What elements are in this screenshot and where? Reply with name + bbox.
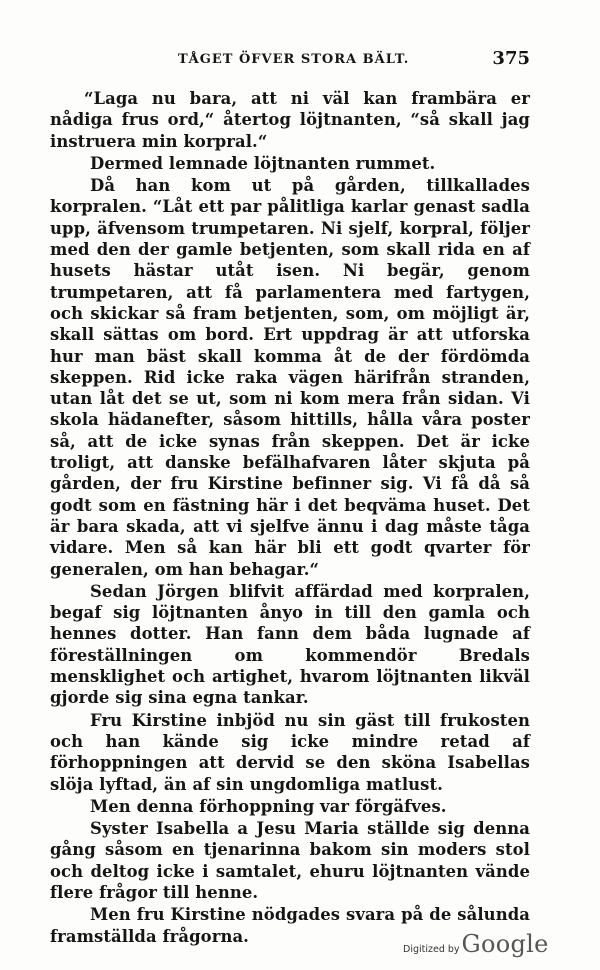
paragraph-4: Sedan Jörgen blifvit affärdad med korpralen, begaf sig löjtnanten ånyo in till den gamla och hennes dotter. Han fann dem båda lugnade af föreställningen om kommendör Bredals mensklighet och artighet, hvarom löjtnanten likväl gjorde sig sina egna tankar. (50, 581, 530, 708)
paragraph-3: Då han kom ut på gården, tillkallades korpralen. “Låt ett par pålitliga karlar genast sadla upp, äfvensom trumpetaren. Ni sjelf, korpral, följer med den der gamle betjenten, som skall rida en af husets hästar utåt isen. Ni begär, genom trumpetaren, att få parlamentera med fartygen, och skickar så fram betjenten, som, om möjligt är, skall sättas om bord. Ert uppdrag är att utforska hur man bäst skall komma åt de der fördömda skeppen. Rid icke raka vägen härifrån stranden, utan låt det se ut, som ni kom mera från sidan. Vi skola hädanefter, såsom hittills, hålla våra poster så, att de icke synas från skeppen. Det är icke troligt, att danske befälhafvaren låter skjuta på gården, der fru Kirstine befinner sig. Vi få då så godt som en fästning här i det beqväma huset. Det är bara skada, att vi sjelfve ännu i dag måste tåga vidare. Men så kan här bli ett godt qvarter för generalen, om han behagar.“ (50, 176, 530, 579)
paragraph-6: Men denna förhoppning var förgäfves. (90, 796, 447, 816)
digitization-watermark (403, 930, 549, 958)
running-head: TÅGET ÖFVER STORA BÄLT. (178, 52, 410, 67)
paragraph-1: “Laga nu bara, att ni väl kan frambära er nådiga frus ord,“ återtog löjtnanten, “så skall jag instruera min korpral.“ (50, 89, 530, 151)
paragraph-7: Syster Isabella a Jesu Maria ställde sig denna gång såsom en tjenarinna bakom sin moders stol och deltog icke i samtalet, ehuru löjtnanten vände flere frågor till henne. (50, 819, 530, 902)
text-body (50, 88, 530, 948)
paragraph-8: Men fru Kirstine nödgades svara på de sålunda framställda frågorna. (50, 905, 530, 946)
digitized-by-label: Digitized by (403, 944, 460, 955)
paragraph-2: Dermed lemnade löjtnanten rummet. (90, 153, 436, 173)
page-number: 375 (492, 48, 530, 69)
google-logo: Google (461, 930, 549, 958)
paragraph-5: Fru Kirstine inbjöd nu sin gäst till frukosten och han kände sig icke mindre retad af förhoppningen att dervid se den sköna Isabellas slöja lyftad, än af sin ungdomliga matlust. (50, 710, 530, 794)
page-header (50, 48, 530, 74)
